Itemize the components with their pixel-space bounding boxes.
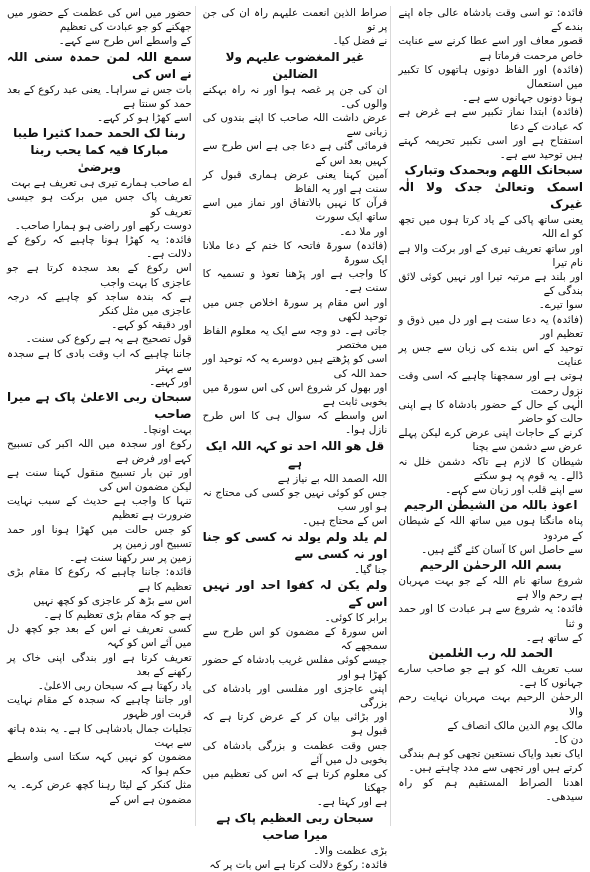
text-line: زمین پر سر رکھنا سنت ہے۔ [69,552,192,565]
text-line: بڑی عظمت والا۔ [313,844,388,857]
text-line: اس کے محتاج ہیں۔ [302,515,388,528]
text-line: تعریف کرتا ہے اور بندگی اپنی خاک پر رکھنے کے بعد [6,651,192,678]
text-line: سب تعریف اللہ کو ہے جو صاحب سارے جہانوں کا ہے۔ [398,662,583,690]
text-line: یاد رکھتا ہے کہ سبحان ربی الاعلیٰ۔ [37,679,192,692]
text-line: پناہ مانگتا ہوں میں ساتھ اللہ کے شیطان کے مردود [398,515,583,542]
text-line: توحید کے اس بندے کی زبان سے جس پر عنایت [398,342,583,369]
text-line: بات جس نے سراہا۔ یعنی عبد رکوع کے بعد حمد کو سنتا ہے [6,83,192,110]
text-line: کے واسطے اس طرح سے کہے۔ [58,35,192,48]
text-line: تنہا کا واجب ہے حدیث کے سبب نہایت ضرورت ہے تعظیم [6,495,192,522]
text-line: کرتے ہیں اور تجھی سے مدد چاہتے ہیں۔ [408,762,583,775]
text-line: نے فضل کیا۔ [332,35,388,48]
text-line: تعریف پاک جس میں برکت ہو جیسی تعریف کو [6,191,192,218]
text-line: فائدہ: جاننا چاہیے کہ رکوع کا مقام بڑی تعظیم کا ہے [6,566,192,593]
text-line: اس سے بڑھ کر عاجزی کو کچھ نہیں [33,594,192,607]
text-line: قصور معاف اور اسے عطا کرنے سے عنایت خاص مرحمت فرماتا ہے [398,35,583,62]
text-line: سے حاصل اس کا آسان کئے گئے ہیں۔ [421,543,583,556]
text-line: سبحانک اللھم وبحمدک وتبارک [404,163,583,178]
text-line: استفتاح ہے اور اسی تکبیر تحریمہ کہتے ہیں توحید سے ہے۔ [398,134,583,162]
text-line: قرآن کا نہیں بالاتفاق اور نماز میں اسے ساتھ ایک سورت [202,197,388,224]
text-line: دن کا۔ [553,733,583,746]
text-column-middle [200,6,392,871]
text-line: اللہ الصمد اللہ بے نیاز ہے [277,472,388,485]
text-line: سبحان ربی العظیم پاک ہے میرا صاحب [216,810,374,842]
text-line: اسمک وتعالیٰ جدک ولا الٰہ غیرک [398,180,583,212]
text-line: شروع ساتھ نام اللہ کے جو بہت مہربان ہے رحم والا ہے [398,574,583,602]
text-line: الٰہی کے حال کے حضور بادشاہ کا ہے اپنی حالت کو حاضر [398,398,583,426]
text-line: الرحمٰن الرحیم بہت مہربان نہایت رحم والا [398,691,583,718]
text-line: جیسے کوئی مفلس غریب بادشاہ کے حضور کھڑا ہو اور [202,654,388,681]
text-line: اسے کھڑا ہو کر کہے۔ [97,112,192,125]
text-line: سبحان ربی الاعلیٰ پاک ہے میرا صاحب [6,390,192,422]
text-line: سمع اللہ لمن حمدہ سنی اللہ نے اس کی [6,49,192,81]
text-line: فائدہ: رکوع دلالت کرتا ہے اس بات پر کہ [209,858,388,871]
text-line: سوا تیرے۔ [538,299,583,312]
text-line: فرمائی گئی ہے دعا جی ہے اس طرح سے کہیں بعد اس کے [202,140,388,167]
text-line: کی معلوم کرتا ہے کہ اس کی تعظیم میں جھکنا [202,767,388,795]
text-line: اور بھول کر شروع اس کی اس سورۃ میں بخوبی ثابت ہے [202,381,388,409]
text-line: اے صاحب ہمارے تیری ہی تعریف ہے بہت [11,177,192,190]
text-line: ایاک نعبد وایاک نستعین تجھی کو ہم بندگی [399,748,583,761]
text-line: دوست رکھے اور راضی ہو ہمارا صاحب۔ [14,219,192,232]
text-line: جنا گیا۔ [353,563,388,576]
text-line: مالک یوم الدین مالک انصاف کے [447,719,583,732]
text-line: مثل کنکر کے لیٹا رہنا کچھ عرض کرے۔ یہ مضمون ہے اس کے [6,779,192,806]
text-line: لم یلد ولم یولد نہ کسی کو جنا اور نہ کسی سے [202,529,388,561]
text-line: اعوذ باللہ من الشیطٰن الرجیم [403,498,578,513]
text-line: جاتی ہے۔ دو وجہ سے ایک یہ معلوم الفاظ میں مختصر [202,325,388,352]
text-line: قول تصحیح ہے یہ ہے رکوع کی سنت۔ [25,333,192,346]
text-line: اھدنا الصراط المستقیم ہم کو راہ سیدھی۔ [398,776,583,803]
text-line: جس وقت عظمت و بزرگی بادشاہ کی بخوبی دل میں آئے [202,739,388,766]
urdu-text-page [4,6,586,871]
text-line: اور ساتھ تعریف تیری کے اور برکت والا ہے نام تیرا [398,242,583,269]
text-line: اپنی عاجزی اور مفلسی اور بادشاہ کی بزرگی [202,682,388,709]
text-line: فائدہ: یہ شروع سے ہر عبادت کا اور حمد و ثنا [398,603,583,630]
text-line: اور کہیے۔ [149,376,192,389]
text-line: تجلیات جمال بادشاہی کا ہے۔ یہ بندہ ہاتھ سے بہت [6,722,192,749]
text-line: ہے کہ بندہ ساجد کو چاہیے کہ درجہ عاجزی میں مثل کنکر [6,290,192,318]
text-line: کا واجب ہے اور پڑھنا تعوذ و تسمیہ کا سنت ہے۔ [202,268,388,295]
text-line: اسی کو پڑھتے ہیں دوسرے یہ کہ توحید اور حمد اللہ کی [202,353,388,380]
text-line: فائدہ: تو اسی وقت بادشاہ عالی جاہ اپنے بندے کے [398,7,583,34]
text-line: شیطان کا لازم ہے تاکہ دشمن خلل نہ ڈالے۔ یہ قوم پہ ہو سکتے [398,455,583,482]
text-line: ہے جو کہ مقام بڑی تعظیم کا ہے۔ [43,608,192,621]
text-line: اور جاننا چاہیے کہ سجدہ کے مقام نہایت قربت اور ظہور [6,694,192,721]
text-line: رکوع اور سجدہ میں اللہ اکبر کی تسبیح کہے اور فرض ہے [6,438,192,465]
text-line: (فائدہ) سورۃ فاتحہ کا ختم کے دعا ملانا ایک سورۃ [202,239,388,267]
text-line: ہونا دونوں جہانوں سے ہے۔ [462,92,583,105]
text-line: برابر کا کوئی۔ [324,611,388,624]
text-line: سے اپنے قلب اور زبان سے کہے۔ [445,484,583,497]
text-line: صراط الذین انعمت علیہم راہ ان کی جن پر تو [202,7,388,34]
text-line: ولم یکن لہ کفوا احد اور نہیں اس کے [202,577,388,609]
text-line: اور اس مقام پر سورۃ اخلاص جس میں توحید لکھی [202,296,388,323]
text-line: اور تین بار تسبیح منقول کہنا سنت ہے لیکن مضمون اس کی [6,466,192,494]
text-line: بسم اللہ الرحمٰن الرحیم [419,557,562,572]
text-line: غیر المغضوب علیہم ولا الضالین [225,49,365,81]
text-line: کے ساتھ ہے۔ [525,631,583,644]
text-line: آمین کہنا یعنی عرض ہماری قبول کر سنت ہے اور یہ الفاظ [202,168,388,196]
text-line: بہت اونچا۔ [142,424,192,437]
text-line: اس سورۃ کے مضمون کو اس طرح سے سمجھے کہ [202,625,388,653]
text-line: جاننا چاہیے کہ اب وقت بادی کا ہے سجدہ سے بہتر [6,347,192,374]
text-column-left [4,6,196,826]
text-line: اور بلند ہے مرتبہ تیرا اور نہیں کوئی لائق بندگی کے [398,271,583,298]
text-line: اور دقیقہ کو کہے۔ [111,319,192,332]
text-line: الحمد للہ رب العٰلمین [428,645,553,660]
text-line: کسی تعریف نے اس کے بعد جو کچھ دل میں آئے اس کو کہہ [6,623,192,650]
text-line: یعنی ساتھ پاکی کے یاد کرتا ہوں میں تجھ کو اے اللہ [398,214,583,241]
text-line: فائدہ: یہ کھڑا ہونا چاہیے کہ رکوع کے دلالت ہے۔ [6,234,192,261]
text-line: ان کی جن پر غصہ ہوا اور نہ راہ بہکنے والوں کی۔ [202,83,388,110]
text-line: اس رکوع کے بعد سجدہ کرتا ہے جو عاجزی کا بہت واجب [6,262,192,289]
text-line: ربنا لک الحمد حمدا کثیرا طیبا [13,126,186,141]
text-line: ہے اور کہتا ہے۔ [316,796,388,809]
text-line: (فائدہ) ابتدا نماز تکبیر سے ہے غرض ہے کہ عبادت کے دعا [398,106,583,133]
text-line: اور بڑائی بیان کر کے عرض کرتا ہے کہ قبول ہو [202,711,388,738]
text-line: جس کو کوئی نہیں جو کسی کی محتاج نہ ہو اور سب [202,486,388,514]
text-line: اور ملا دے۔ [339,225,388,238]
text-column-right [395,6,586,826]
text-line: کرنے کے حاجات اپنی عرض کرے لیکن پہلے عرض سے دشمن سے بچنا [398,427,583,454]
text-line: (فائدہ) یہ دعا سنت ہے اور دل میں ذوق و تعظیم اور [398,313,583,340]
text-line: کو جس حالت میں کھڑا ہونا اور حمد تسبیح اور زمین پر [6,523,192,550]
text-line: قل ھو اللہ احد تو کہہ اللہ ایک ہے [205,438,385,470]
text-line: ہوتی ہے اور سمجھنا چاہیے کہ اسی وقت نزول رحمت [398,370,583,397]
text-line: مضمون کو نہیں کہہ سکتا اسی واسطے حکم ہوا کہ [6,750,192,778]
text-line: مبارکا فیہ کما یحب ربنا ویرضیٰ [30,143,169,175]
text-line: (فائدہ) اور الفاظ دونوں ہاتھوں کا تکبیر میں استعمال [398,63,583,91]
text-line: اس واسطے کہ سوال ہی کا اس طرح نازل ہوا۔ [202,410,388,437]
text-line: حضور میں اس کی عظمت کے حضور میں جھکنے کو جو عبادت کی تعظیم [6,7,192,34]
text-line: عرض داشت اللہ صاحب کا اپنے بندوں کی زبانی سے [202,112,388,139]
